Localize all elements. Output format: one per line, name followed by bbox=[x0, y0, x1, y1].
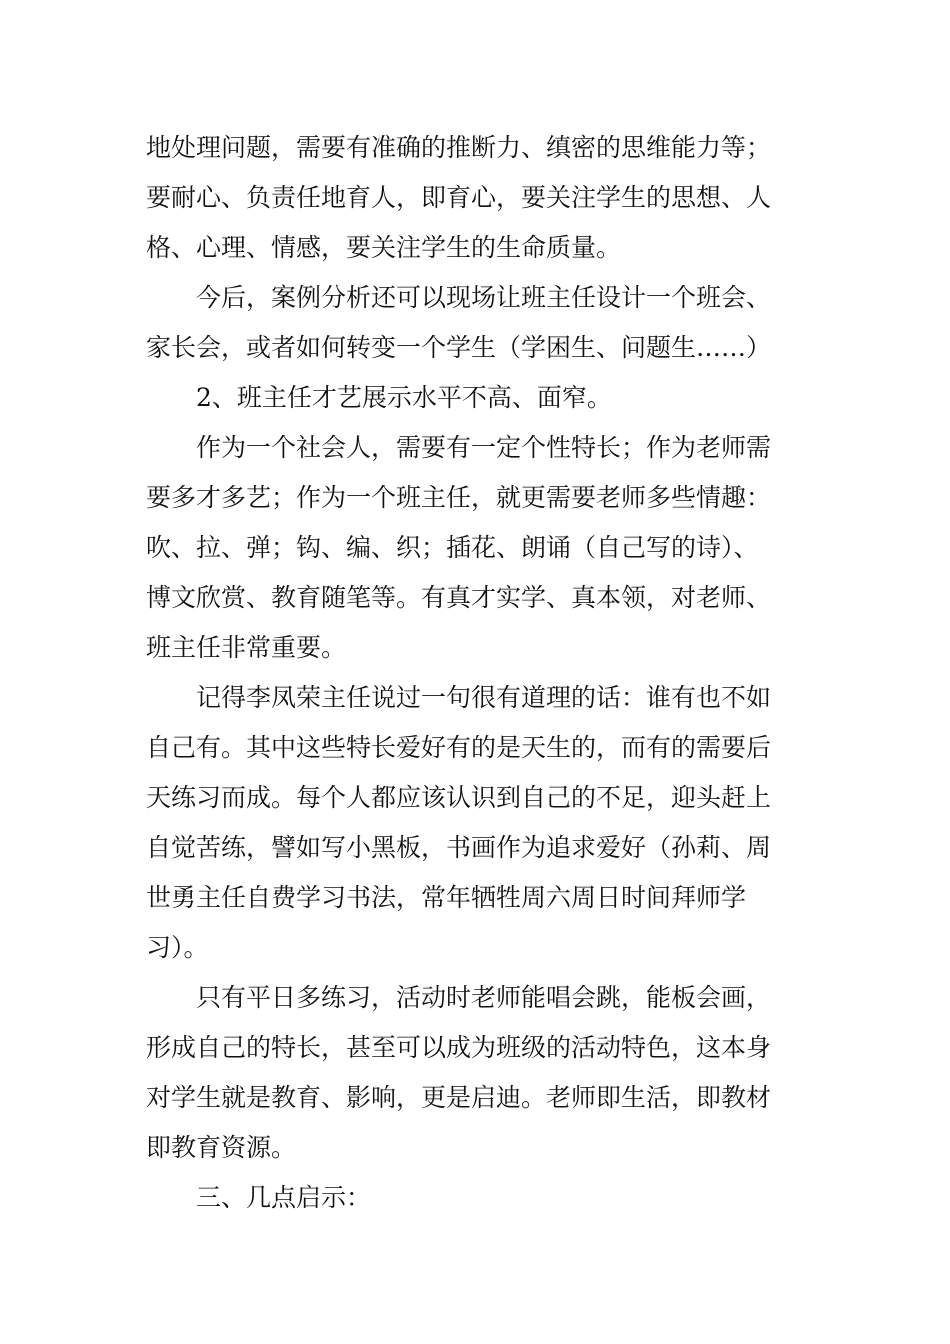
section-heading: 2、班主任才艺展示水平不高、面窄。 bbox=[196, 383, 612, 412]
text-line: 习）。 bbox=[146, 933, 209, 962]
text-line: 今后，案例分析还可以现场让班主任设计一个班会、 bbox=[196, 283, 772, 312]
text-line: 自觉苦练，譬如写小黑板，书画作为追求爱好（孙莉、周 bbox=[146, 833, 772, 862]
text-line: 自己有。其中这些特长爱好有的是天生的，而有的需要后 bbox=[146, 733, 772, 762]
text-line: 家长会，或者如何转变一个学生（学困生、问题生……） bbox=[146, 333, 772, 362]
text-line: 记得李凤荣主任说过一句很有道理的话：谁有也不如 bbox=[196, 683, 772, 712]
text-line: 作为一个社会人，需要有一定个性特长；作为老师需 bbox=[196, 433, 772, 462]
section-heading: 三、几点启示： bbox=[196, 1183, 372, 1212]
text-line: 格、心理、情感，要关注学生的生命质量。 bbox=[146, 233, 622, 262]
text-line: 天练习而成。每个人都应该认识到自己的不足，迎头赶上 bbox=[146, 783, 772, 812]
text-line: 对学生就是教育、影响，更是启迪。老师即生活，即教材 bbox=[146, 1083, 772, 1112]
text-line: 形成自己的特长，甚至可以成为班级的活动特色，这本身 bbox=[146, 1033, 772, 1062]
text-line: 只有平日多练习，活动时老师能唱会跳，能板会画， bbox=[196, 983, 772, 1012]
text-line: 要耐心、负责任地育人，即育心，要关注学生的思想、人 bbox=[146, 183, 772, 212]
text-line: 世勇主任自费学习书法，常年牺牲周六周日时间拜师学 bbox=[146, 883, 747, 912]
text-line: 要多才多艺；作为一个班主任，就更需要老师多些情趣： bbox=[146, 483, 772, 512]
text-line: 班主任非常重要。 bbox=[146, 633, 347, 662]
text-line: 博文欣赏、教育随笔等。有真才实学、真本领，对老师、 bbox=[146, 583, 772, 612]
text-line: 地处理问题，需要有准确的推断力、缜密的思维能力等； bbox=[146, 133, 772, 162]
text-line: 即教育资源。 bbox=[146, 1133, 297, 1162]
text-line: 吹、拉、弹；钩、编、织；插花、朗诵（自己写的诗）、 bbox=[146, 533, 759, 562]
